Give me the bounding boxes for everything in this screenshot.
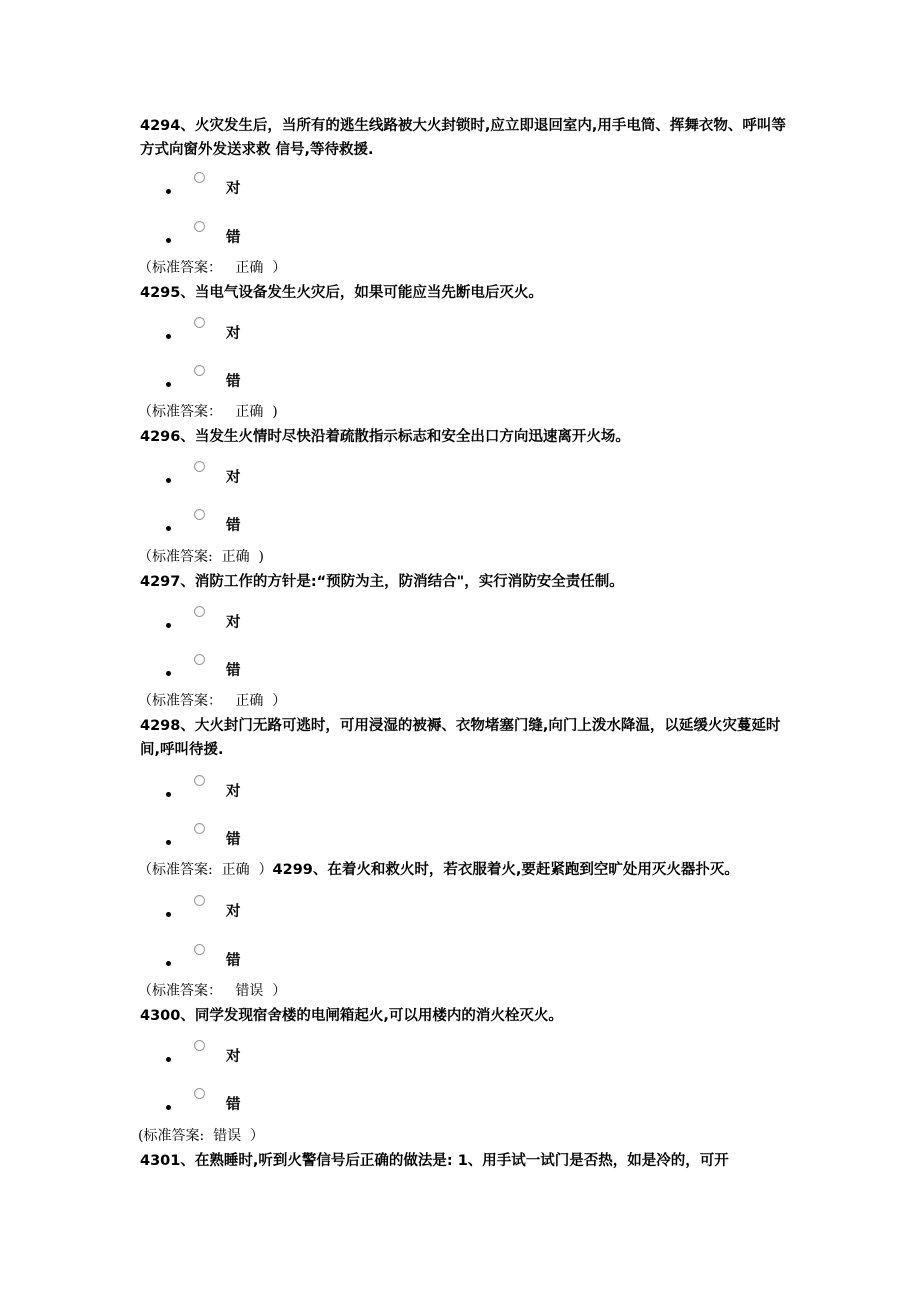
option-true-4300[interactable] [166, 1046, 286, 1072]
question-4294: 4294、火灾发生后，当所有的逃生线路被大火封锁时,应立即退回室内,用手电筒、挥舞衣物、呼叫等方式向窗外发送求救 信号,等待救援. [140, 118, 786, 158]
option-label: 错 [226, 953, 241, 969]
radio-button-icon[interactable] [194, 775, 205, 786]
bullet-icon [166, 1105, 171, 1110]
answer-4298: （标准答案: 正确 ） [138, 862, 273, 878]
answer-4297: （标准答案： 正确 ） [138, 693, 287, 709]
option-label: 错 [226, 832, 241, 848]
bullet-icon [166, 840, 171, 845]
option-false-4299[interactable] [166, 950, 286, 976]
bullet-icon [166, 526, 171, 531]
answer-4296: （标准答案: 正确 ) [138, 549, 264, 565]
option-label: 对 [226, 181, 241, 197]
bullet-icon [166, 623, 171, 628]
option-true-4294[interactable] [166, 178, 286, 204]
option-false-4300[interactable] [166, 1094, 286, 1120]
answer-4295: （标准答案： 正确 ) [138, 404, 278, 420]
question-4295: 4295、当电气设备发生火灾后，如果可能应当先断电后灭火。 [140, 285, 543, 301]
option-label: 错 [226, 518, 241, 534]
option-label: 对 [226, 904, 241, 920]
radio-button-icon[interactable] [194, 172, 205, 183]
bullet-icon [166, 478, 171, 483]
option-label: 错 [226, 230, 241, 246]
option-true-4298[interactable] [166, 781, 286, 807]
radio-button-icon[interactable] [194, 606, 205, 617]
option-false-4297[interactable] [166, 660, 286, 686]
radio-button-icon[interactable] [194, 461, 205, 472]
radio-button-icon[interactable] [194, 895, 205, 906]
answer-4298-line [138, 860, 739, 880]
question-4298: 4298、大火封门无路可逃时，可用浸湿的被褥、衣物堵塞门缝,向门上泼水降温，以延缓火灾蔓延时间,呼叫待援. [140, 718, 781, 758]
option-label: 错 [226, 1097, 241, 1113]
option-false-4298[interactable] [166, 829, 286, 855]
bullet-icon [166, 1057, 171, 1062]
answer-4294: （标准答案： 正确 ） [138, 260, 287, 276]
bullet-icon [166, 961, 171, 966]
radio-button-icon[interactable] [194, 1040, 205, 1051]
question-4301: 4301、在熟睡时,听到火警信号后正确的做法是: 1、用手试一试门是否热，如是冷的，可开 [140, 1153, 729, 1169]
radio-button-icon[interactable] [194, 221, 205, 232]
option-true-4296[interactable] [166, 467, 286, 493]
radio-button-icon[interactable] [194, 317, 205, 328]
radio-button-icon[interactable] [194, 1088, 205, 1099]
option-label: 对 [226, 470, 241, 486]
option-true-4295[interactable] [166, 323, 286, 349]
bullet-icon [166, 238, 171, 243]
option-label: 错 [226, 374, 241, 390]
question-4299: 4299、在着火和救火时，若衣服着火,要赶紧跑到空旷处用灭火器扑灭。 [272, 862, 739, 878]
radio-button-icon[interactable] [194, 654, 205, 665]
option-label: 对 [226, 326, 241, 342]
radio-button-icon[interactable] [194, 509, 205, 520]
option-true-4297[interactable] [166, 612, 286, 638]
option-false-4296[interactable] [166, 515, 286, 541]
question-4297: 4297、消防工作的方针是:“预防为主，防消结合"，实行消防安全责任制。 [140, 574, 624, 590]
option-label: 对 [226, 615, 241, 631]
option-true-4299[interactable] [166, 901, 286, 927]
bullet-icon [166, 671, 171, 676]
bullet-icon [166, 334, 171, 339]
bullet-icon [166, 792, 171, 797]
option-label: 对 [226, 1049, 241, 1065]
answer-4300: (标准答案: 错误 ） [138, 1128, 264, 1144]
option-false-4294[interactable] [166, 227, 286, 253]
bullet-icon [166, 382, 171, 387]
question-4296: 4296、当发生火情时尽快沿着疏散指示标志和安全出口方向迅速离开火场。 [140, 429, 630, 445]
option-false-4295[interactable] [166, 371, 286, 397]
bullet-icon [166, 912, 171, 917]
option-label: 对 [226, 784, 241, 800]
radio-button-icon[interactable] [194, 944, 205, 955]
answer-4299: （标准答案： 错误 ） [138, 983, 287, 999]
bullet-icon [166, 189, 171, 194]
radio-button-icon[interactable] [194, 823, 205, 834]
radio-button-icon[interactable] [194, 365, 205, 376]
option-label: 错 [226, 663, 241, 679]
question-4300: 4300、同学发现宿舍楼的电闸箱起火,可以用楼内的消火栓灭火。 [140, 1008, 563, 1024]
